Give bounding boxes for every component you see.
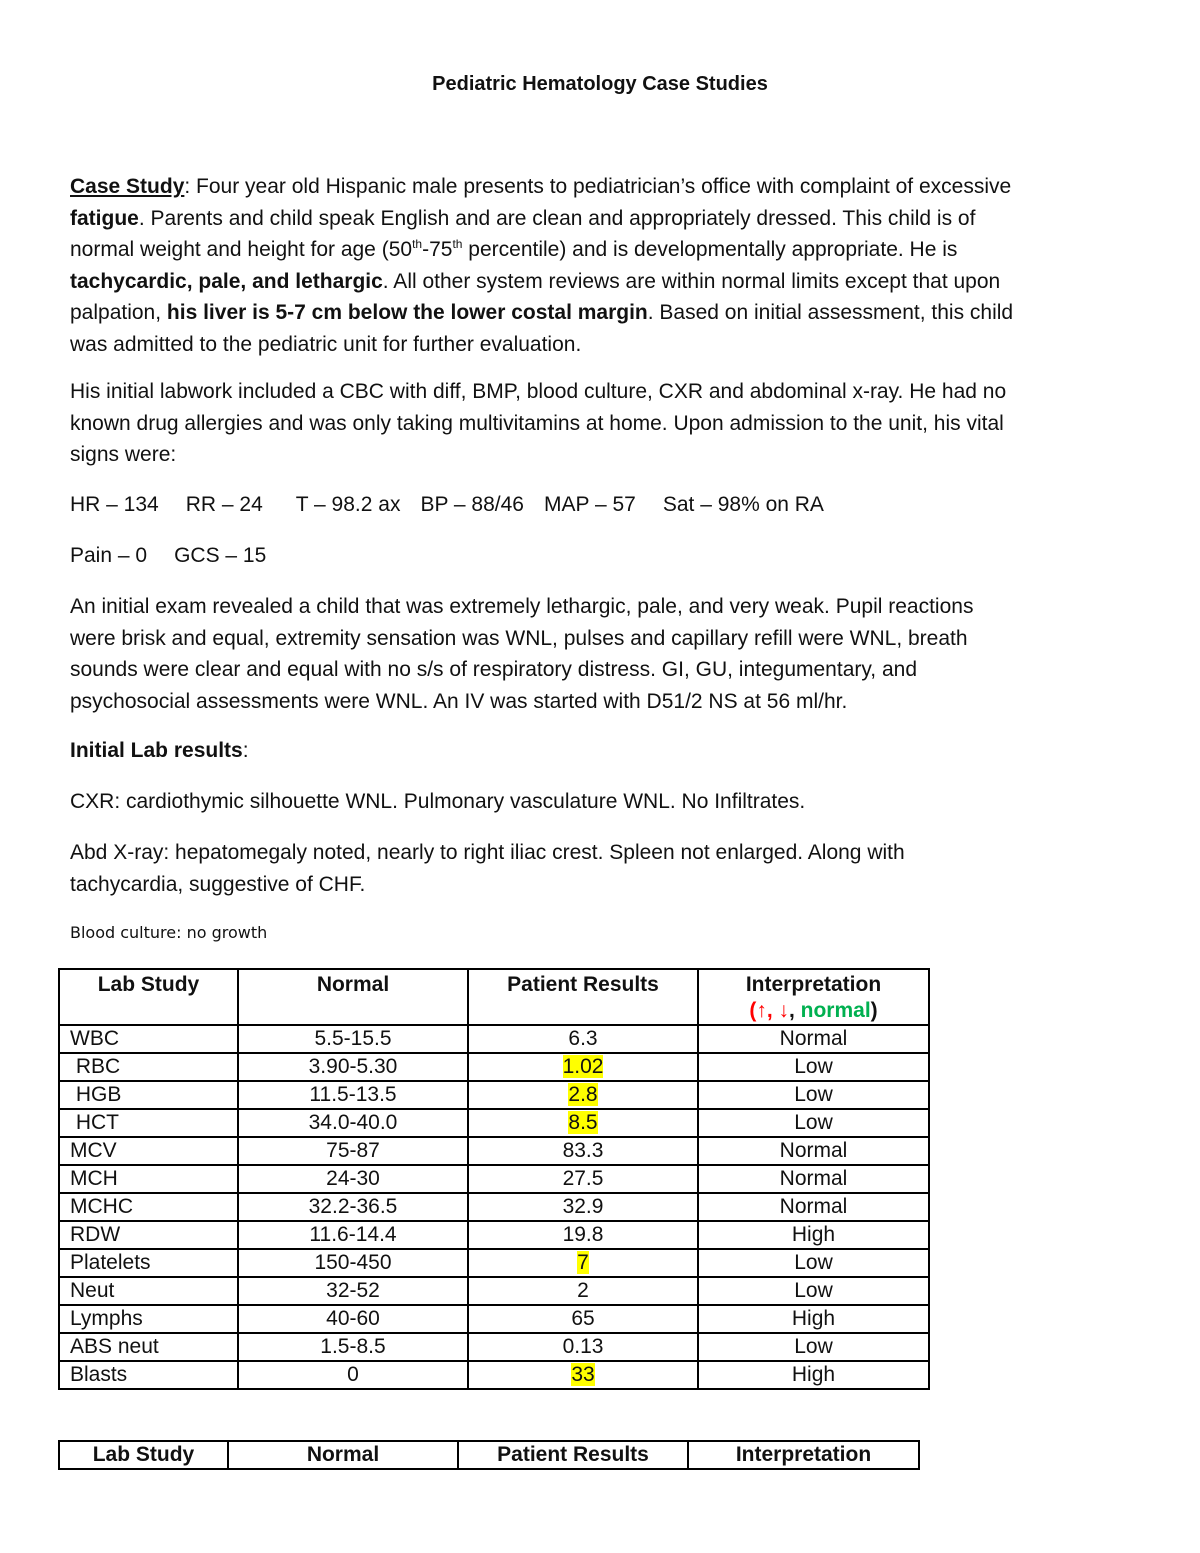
table-row <box>59 1109 929 1137</box>
patient-result-cell <box>468 1333 698 1361</box>
case-study-label: Case Study <box>70 175 185 198</box>
table-row <box>59 1305 929 1333</box>
arrow-up-icon: ↑ <box>756 999 767 1022</box>
col-header-lab-study: Lab Study <box>59 969 238 1025</box>
patient-result-cell <box>468 1165 698 1193</box>
lab-study-cell: Blasts <box>59 1361 238 1389</box>
col-header-patient-results: Patient Results <box>468 969 698 1025</box>
pain-gcs-line: Pain – 0 GCS – 15 <box>70 544 267 567</box>
normal-range-cell: 34.0-40.0 <box>238 1109 468 1137</box>
patient-result-value: 1.02 <box>562 1055 604 1078</box>
patient-result-cell <box>468 1025 698 1053</box>
interpretation-legend: (↑, ↓, normal) <box>749 999 878 1022</box>
exam-paragraph: An initial exam revealed a child that was extremely lethargic, pale, and very weak. Pupil reactions were brisk and equal, extremity sensation was WNL, pulses and capillary refill were WNL, breath sounds were clear and equal with no s/s of respiratory distress. GI, GU, integumentary, and psychosocial assessments were WNL. An IV was started with D51/2 NS at 56 ml/hr. <box>70 595 974 713</box>
cxr-result: CXR: cardiothymic silhouette WNL. Pulmonary vasculature WNL. No Infiltrates. <box>70 790 806 813</box>
interpretation-cell: High <box>698 1305 929 1333</box>
table-row <box>59 1025 929 1053</box>
lab-study-cell: Neut <box>59 1277 238 1305</box>
interpretation-cell: Normal <box>698 1025 929 1053</box>
normal-range-cell: 32-52 <box>238 1277 468 1305</box>
table-row <box>59 1165 929 1193</box>
patient-result-value: 33 <box>571 1363 595 1386</box>
normal-range-cell: 3.90-5.30 <box>238 1053 468 1081</box>
col-header-patient-results: Patient Results <box>458 1441 688 1469</box>
patient-result-cell <box>468 1221 698 1249</box>
patient-result-cell <box>468 1109 698 1137</box>
lab-study-cell: MCHC <box>59 1193 238 1221</box>
second-lab-table <box>58 1440 920 1470</box>
fatigue-term: fatigue <box>70 206 139 230</box>
lab-study-cell: RBC <box>59 1053 238 1081</box>
lab-study-cell: MCH <box>59 1165 238 1193</box>
normal-range-cell: 11.5-13.5 <box>238 1081 468 1109</box>
initial-lab-heading: Initial Lab results: <box>70 739 249 762</box>
patient-result-value: 8.5 <box>568 1111 598 1134</box>
patient-result-value: 27.5 <box>562 1167 604 1190</box>
interpretation-cell: Low <box>698 1277 929 1305</box>
patient-result-value: 2 <box>577 1279 589 1302</box>
patient-result-value: 65 <box>571 1307 595 1330</box>
lab-results-table <box>58 968 930 1390</box>
lab-study-cell: HGB <box>59 1081 238 1109</box>
interpretation-cell: High <box>698 1361 929 1389</box>
patient-result-cell <box>468 1305 698 1333</box>
vital-signs-line: HR – 134 RR – 24 T – 98.2 ax BP – 88/46 MAP – 57 Sat – 98% on RA <box>70 493 824 516</box>
lab-study-cell: ABS neut <box>59 1333 238 1361</box>
interpretation-cell: Low <box>698 1109 929 1137</box>
labwork-paragraph: His initial labwork included a CBC with diff, BMP, blood culture, CXR and abdominal x-ray. He had no known drug allergies and was only taking multivitamins at home. Upon admission to the unit, his vital signs were: <box>70 380 1007 466</box>
col-header-interpretation: Interpretation <box>688 1441 919 1469</box>
patient-result-cell <box>468 1137 698 1165</box>
lab-study-cell: Lymphs <box>59 1305 238 1333</box>
patient-result-cell <box>468 1081 698 1109</box>
col-header-interpretation: Interpretation (↑, ↓, normal) <box>698 969 929 1025</box>
normal-range-cell: 75-87 <box>238 1137 468 1165</box>
lab-study-cell: MCV <box>59 1137 238 1165</box>
symptom-term: tachycardic, pale, and lethargic <box>70 269 383 293</box>
col-header-normal: Normal <box>228 1441 458 1469</box>
patient-result-value: 7 <box>577 1251 589 1274</box>
case-study-paragraph: Case Study: Four year old Hispanic male presents to pediatrician’s office with complaint of excessive fatigue. Parents and child speak English and are clean and appropriately dressed. This child is of normal weight and height for age (50th-75th percentile) and is developmentally appropriate. He is tachycardic, pale, and lethargic. All other system reviews are within normal limits except that upon palpation, his liver is 5-7 cm below the lower costal margin. Based on initial assessment, this child was admitted to the pediatric unit for further evaluation. <box>70 175 1014 356</box>
page-title: Pediatric Hematology Case Studies <box>432 73 768 95</box>
table-header-row <box>59 1441 919 1469</box>
interpretation-cell: Low <box>698 1333 929 1361</box>
patient-result-cell <box>468 1193 698 1221</box>
patient-result-cell <box>468 1249 698 1277</box>
table-row <box>59 1277 929 1305</box>
lab-study-cell: Platelets <box>59 1249 238 1277</box>
normal-range-cell: 1.5-8.5 <box>238 1333 468 1361</box>
lab-study-cell: HCT <box>59 1109 238 1137</box>
interpretation-cell: Normal <box>698 1165 929 1193</box>
table-header-row <box>59 969 929 1025</box>
normal-range-cell: 40-60 <box>238 1305 468 1333</box>
patient-result-value: 32.9 <box>562 1195 604 1218</box>
liver-finding: his liver is 5-7 cm below the lower costal margin <box>166 301 648 324</box>
patient-result-cell <box>468 1277 698 1305</box>
arrow-down-icon: ↓ <box>778 999 789 1022</box>
patient-result-value: 6.3 <box>568 1027 598 1050</box>
lab-study-cell: WBC <box>59 1025 238 1053</box>
patient-result-value: 2.8 <box>568 1083 598 1106</box>
col-header-normal: Normal <box>238 969 468 1025</box>
normal-range-cell: 11.6-14.4 <box>238 1221 468 1249</box>
patient-result-value: 19.8 <box>562 1223 604 1246</box>
patient-result-value: 0.13 <box>562 1335 604 1358</box>
blood-culture-result: Blood culture: no growth <box>70 923 268 942</box>
normal-range-cell: 32.2-36.5 <box>238 1193 468 1221</box>
patient-result-cell <box>468 1361 698 1389</box>
table-row <box>59 1249 929 1277</box>
col-header-lab-study: Lab Study <box>59 1441 228 1469</box>
normal-range-cell: 0 <box>238 1361 468 1389</box>
patient-result-value: 83.3 <box>562 1139 604 1162</box>
interpretation-cell: Normal <box>698 1137 929 1165</box>
table-row <box>59 1361 929 1389</box>
lab-study-cell: RDW <box>59 1221 238 1249</box>
normal-range-cell: 150-450 <box>238 1249 468 1277</box>
interpretation-cell: Low <box>698 1081 929 1109</box>
interpretation-cell: Normal <box>698 1193 929 1221</box>
patient-result-cell <box>468 1053 698 1081</box>
table-row <box>59 1053 929 1081</box>
interpretation-cell: Low <box>698 1249 929 1277</box>
normal-range-cell: 24-30 <box>238 1165 468 1193</box>
table-row <box>59 1081 929 1109</box>
interpretation-cell: High <box>698 1221 929 1249</box>
abd-xray-result: Abd X-ray: hepatomegaly noted, nearly to right iliac crest. Spleen not enlarged. Along with tachycardia, suggestive of CHF. <box>70 841 905 896</box>
table-row <box>59 1221 929 1249</box>
table-row <box>59 1333 929 1361</box>
interpretation-cell: Low <box>698 1053 929 1081</box>
table-row <box>59 1193 929 1221</box>
table-row <box>59 1137 929 1165</box>
normal-range-cell: 5.5-15.5 <box>238 1025 468 1053</box>
